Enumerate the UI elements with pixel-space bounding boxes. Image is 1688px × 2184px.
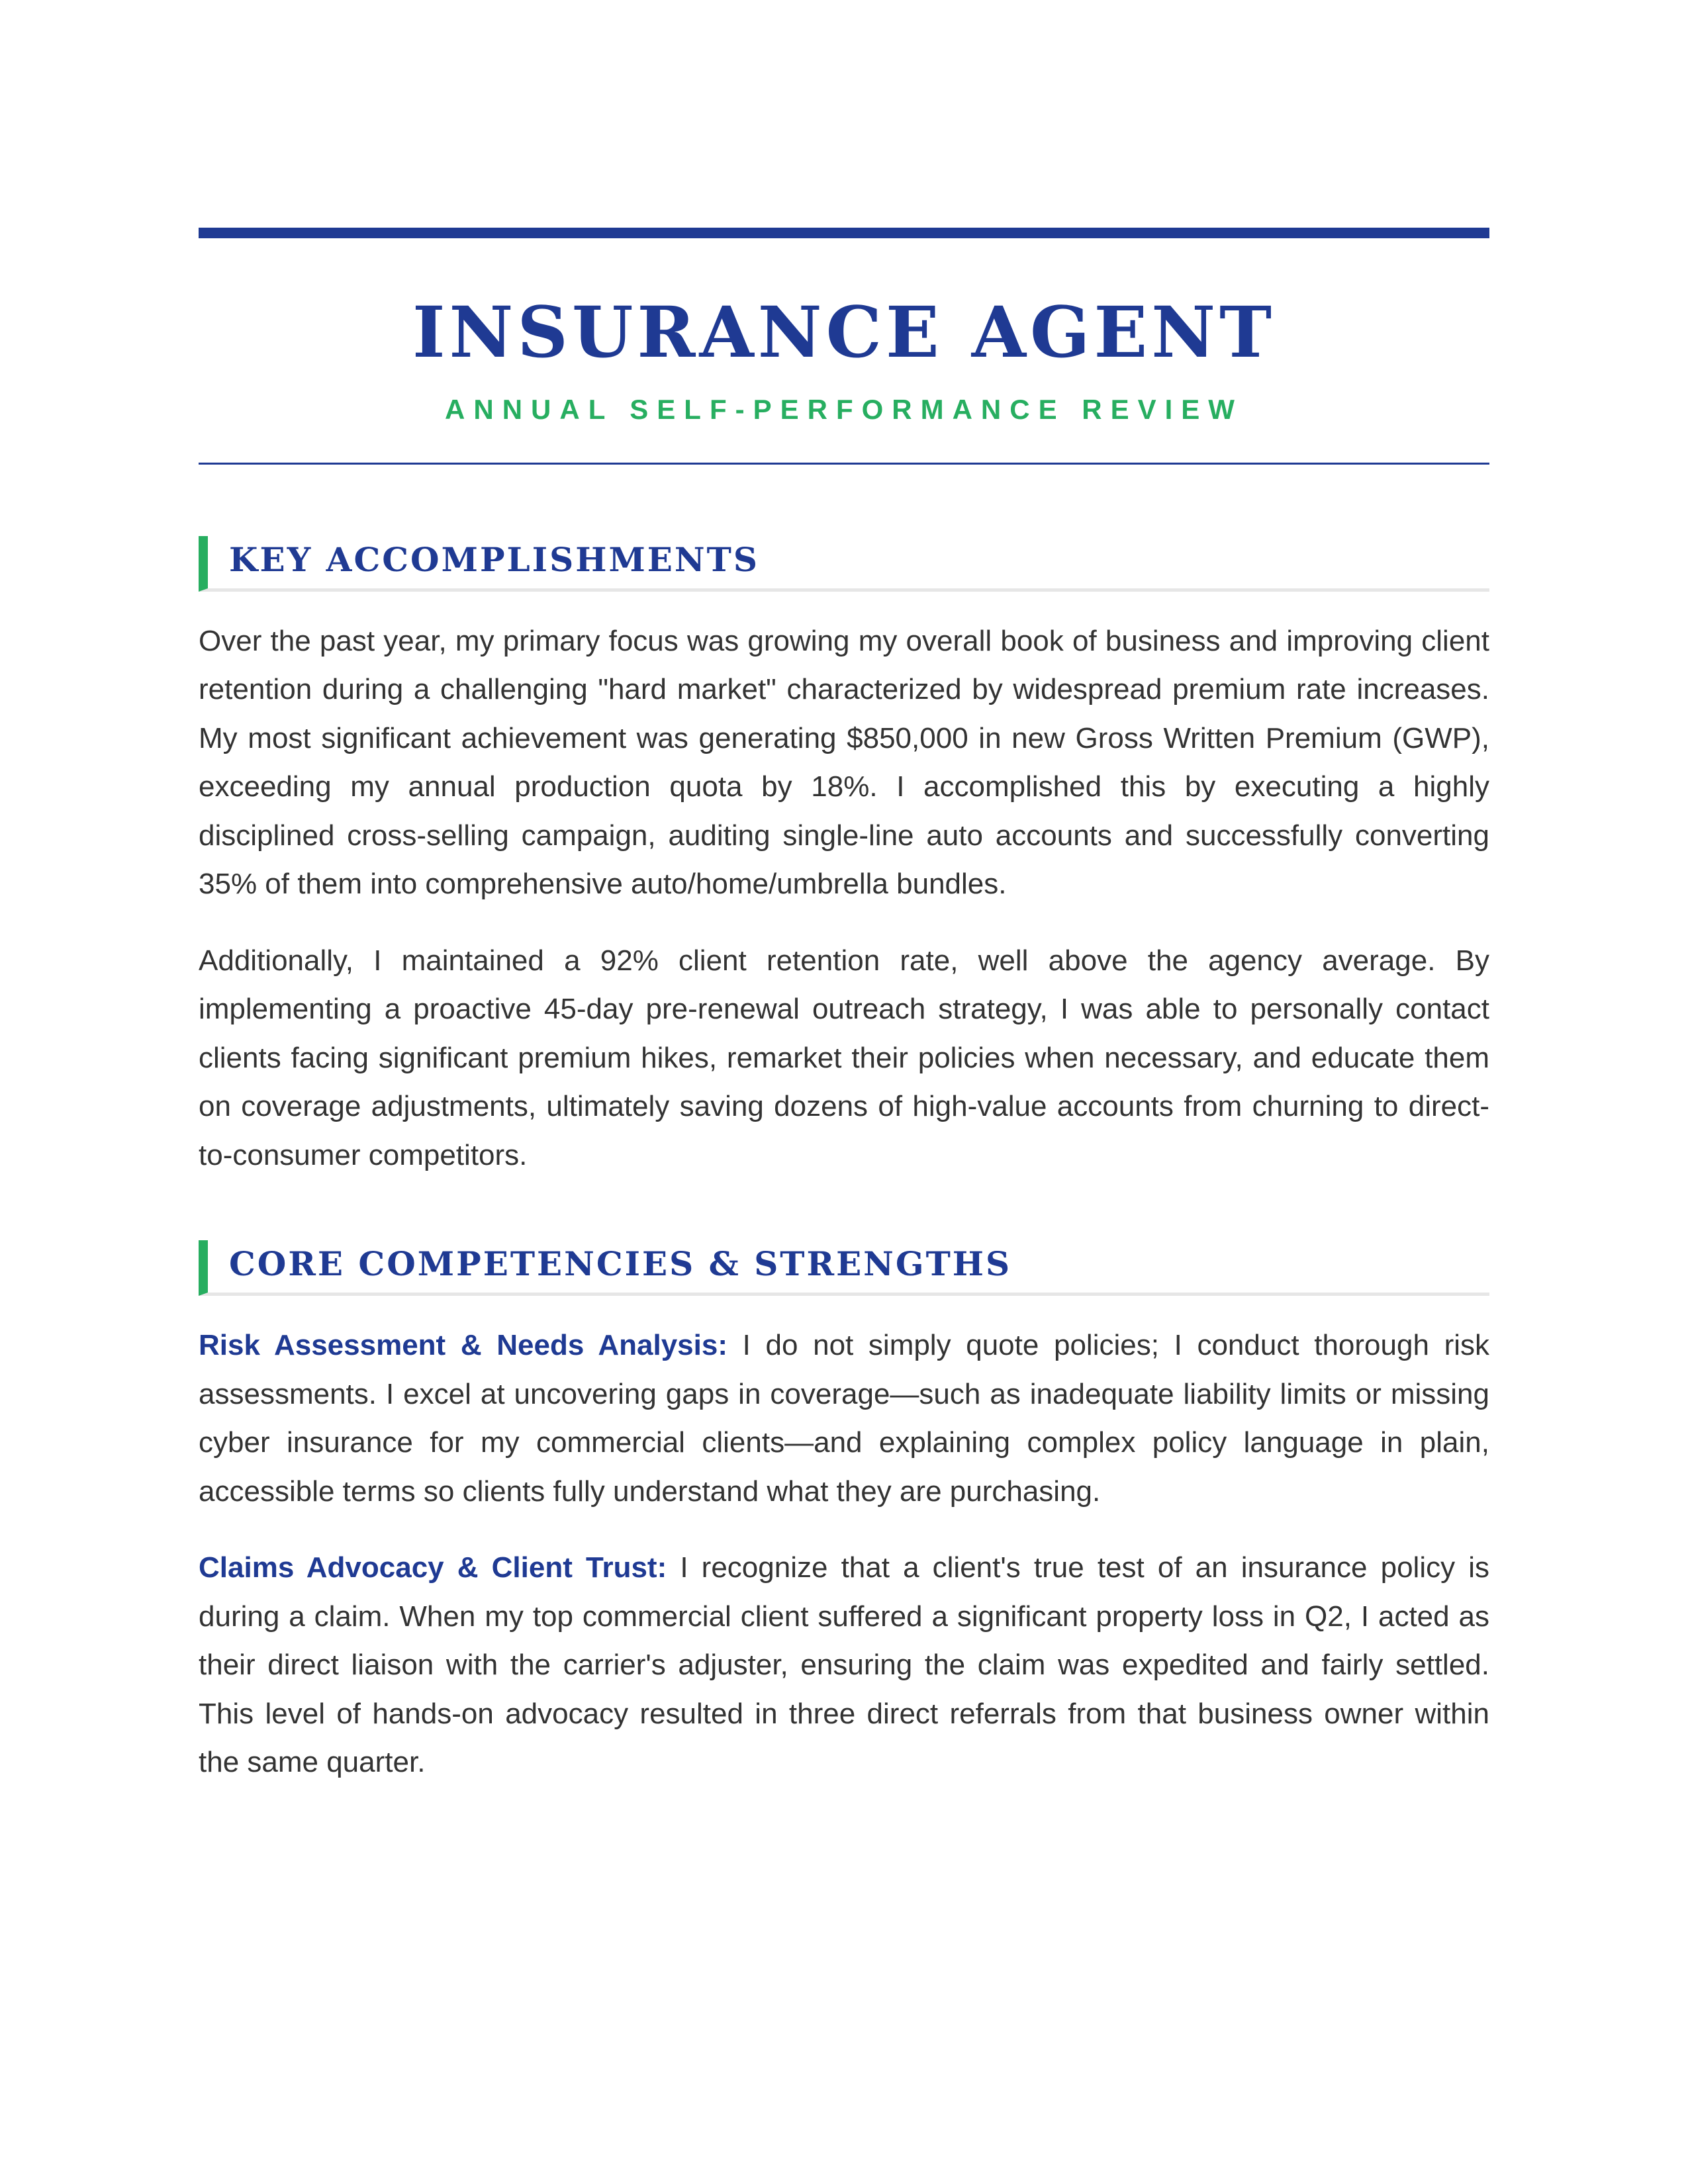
top-rule [199, 228, 1489, 238]
section-heading: CORE COMPETENCIES & STRENGTHS [199, 1240, 1489, 1296]
section-core-competencies [199, 1240, 1489, 1787]
competency-description: I do not simply quote policies; I conduct thorough risk assessments. I excel at uncovering gaps in coverage—such as inadequate liability limits or missing cyber insurance for my commercial clients—and explaining complex policy language in plain, accessible terms so clients fully understand what they are purchasing. [199, 1329, 1489, 1508]
paragraph: Over the past year, my primary focus was growing my overall book of business and improving client retention during a challenging "hard market" characterized by widespread premium rate increases. My most significant achievement was generating $850,000 in new Gross Written Premium (GWP), exceeding my annual production quota by 18%. I accomplished this by executing a highly disciplined cross-selling campaign, auditing single-line auto accounts and successfully converting 35% of them into comprehensive auto/home/umbrella bundles. [199, 624, 1489, 901]
document-subtitle: ANNUAL SELF-PERFORMANCE REVIEW [445, 393, 1243, 425]
competency-description: I recognize that a client's true test of an insurance policy is during a claim. When my top commercial client suffered a significant property loss in Q2, I acted as their direct liaison with the carrier's adjuster, ensuring the claim was expedited and fairly settled. This level of hands-on advocacy resulted in three direct referrals from that business owner within the same quarter. [199, 1551, 1489, 1779]
competency-title: Claims Advocacy & Client Trust: [199, 1551, 667, 1584]
document-title: INSURANCE AGENT [412, 291, 1276, 373]
competency-title: Risk Assessment & Needs Analysis: [199, 1329, 727, 1362]
section-heading: KEY ACCOMPLISHMENTS [199, 536, 1489, 592]
competency-item [199, 1321, 1489, 1516]
header-divider [199, 463, 1489, 465]
review-document [199, 228, 1489, 1787]
section-key-accomplishments [199, 536, 1489, 1180]
paragraph: Additionally, I maintained a 92% client retention rate, well above the agency average. By implementing a proactive 45-day pre-renewal outreach strategy, I was able to personally contact clients facing significant premium hikes, remarket their policies when necessary, and educate them on coverage adjustments, ultimately saving dozens of high-value accounts from churning to direct-to-consumer competitors. [199, 944, 1489, 1171]
competency-item [199, 1543, 1489, 1787]
